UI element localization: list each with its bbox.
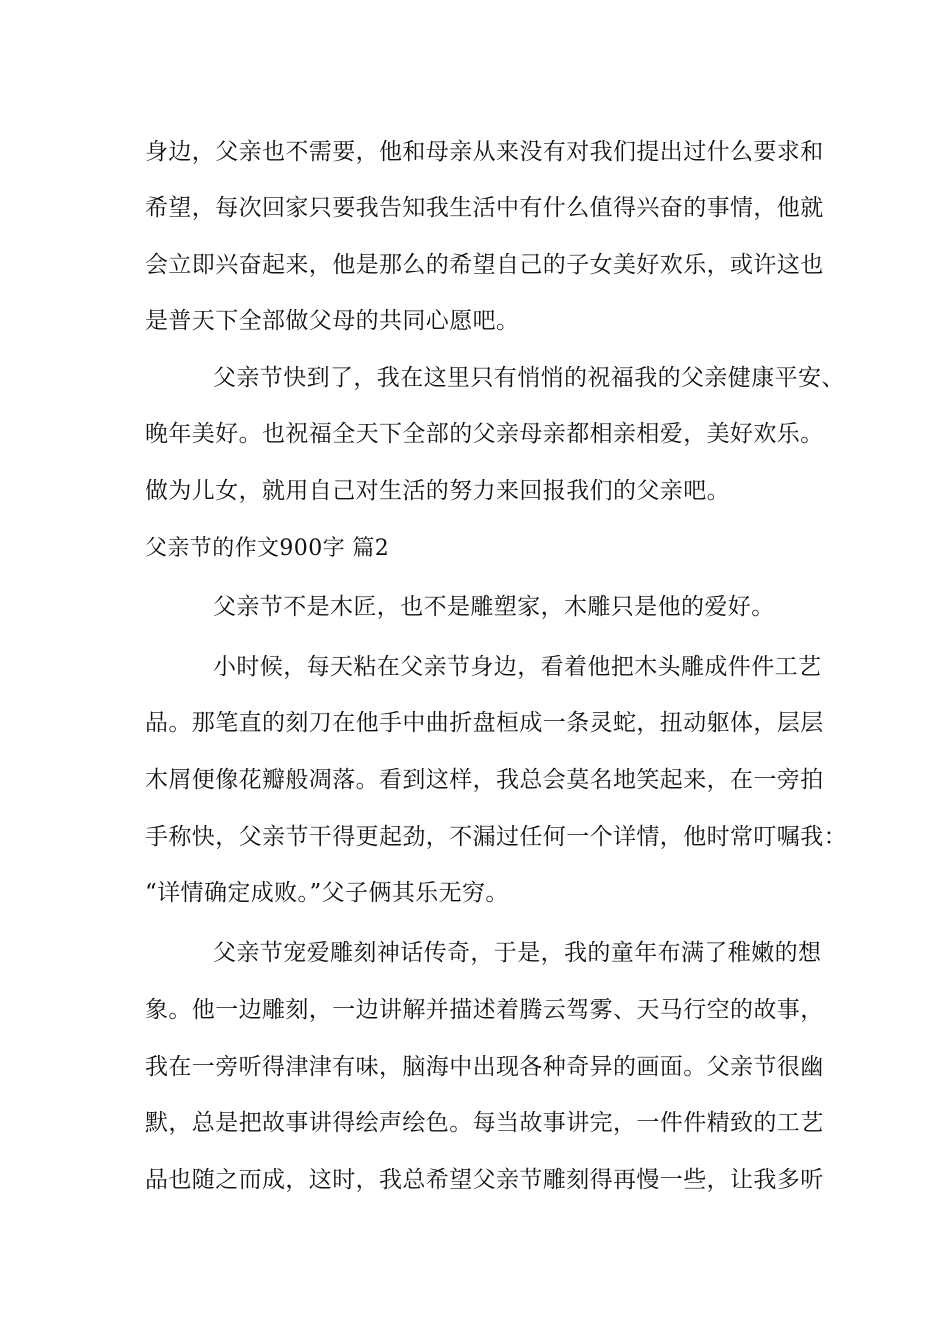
text-line: 象。他一边雕刻，一边讲解并描述着腾云驾雾、天马行空的故事， xyxy=(145,997,824,1023)
text-line: 我在一旁听得津津有味，脑海中出现各种奇异的画面。父亲节很幽 xyxy=(145,1054,824,1080)
text-line: 父亲节不是木匠，也不是雕塑家，木雕只是他的爱好。 xyxy=(213,594,775,620)
section-heading: 父亲节的作文900字 篇2 xyxy=(145,536,390,561)
text-line: 默，总是把故事讲得绘声绘色。每当故事讲完，一件件精致的工艺 xyxy=(145,1110,824,1136)
text-line: 父亲节宠爱雕刻神话传奇，于是，我的童年布满了稚嫩的想 xyxy=(213,940,822,966)
text-line: 晚年美好。也祝福全天下全部的父亲母亲都相亲相爱，美好欢乐。 xyxy=(145,421,824,447)
text-line: 木屑便像花瓣般凋落。看到这样，我总会莫名地笑起来，在一旁拍 xyxy=(145,767,824,793)
text-line: 品。那笔直的刻刀在他手中曲折盘桓成一条灵蛇，扭动躯体，层层 xyxy=(145,710,824,736)
text-line: 希望，每次回家只要我告知我生活中有什么值得兴奋的事情，他就 xyxy=(145,195,824,221)
text-line: 身边，父亲也不需要，他和母亲从来没有对我们提出过什么要求和 xyxy=(145,139,824,165)
text-line: “详情确定成败。”父子俩其乐无穷。 xyxy=(145,880,509,906)
text-line: 小时候，每天粘在父亲节身边，看着他把木头雕成件件工艺 xyxy=(213,654,822,680)
text-line: 做为儿女，就用自己对生活的努力来回报我们的父亲吧。 xyxy=(145,478,730,504)
text-line: 品也随之而成，这时，我总希望父亲节雕刻得再慢一些，让我多听 xyxy=(145,1167,824,1193)
text-line: 父亲节快到了，我在这里只有悄悄的祝福我的父亲健康平安、 xyxy=(213,365,845,391)
text-line: 是普天下全部做父母的共同心愿吧。 xyxy=(145,308,520,334)
text-line: 会立即兴奋起来，他是那么的希望自己的子女美好欢乐，或许这也 xyxy=(145,252,824,278)
text-line: 手称快，父亲节干得更起劲，不漏过任何一个详情，他时常叮嘱我： xyxy=(145,824,847,850)
